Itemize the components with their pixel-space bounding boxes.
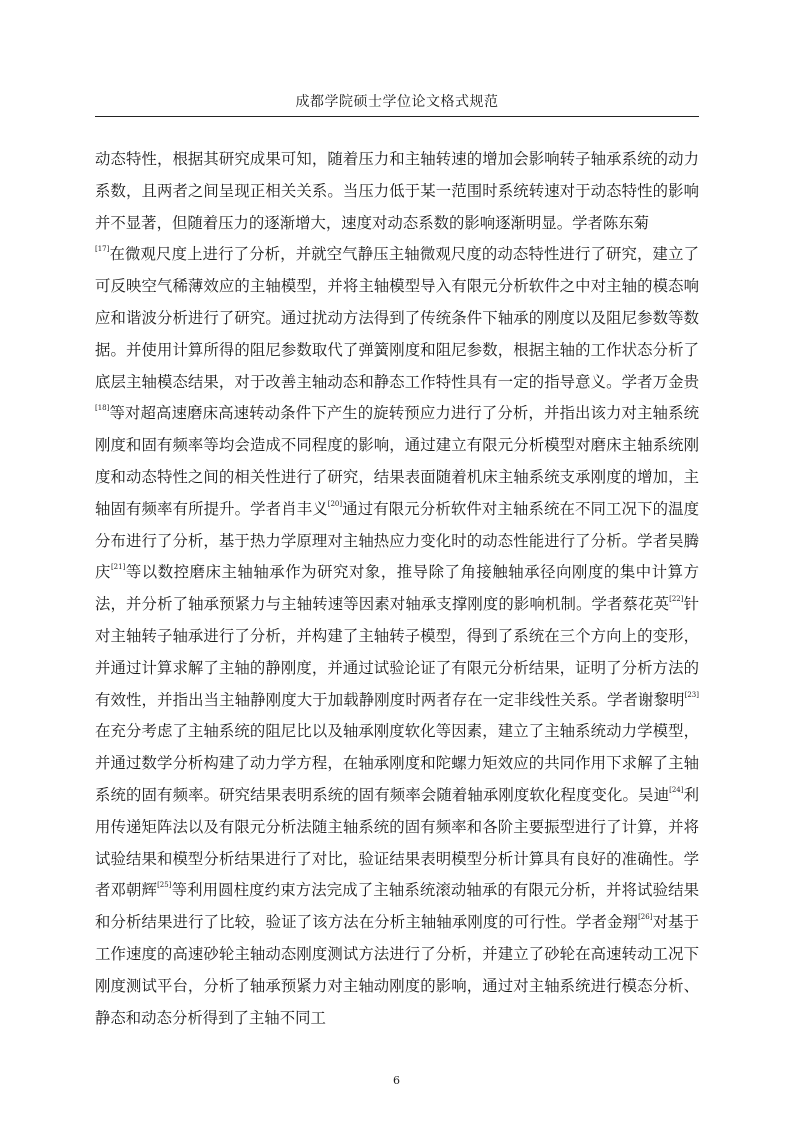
text-segment: 在微观尺度上进行了分析，并就空气静压主轴微观尺度的动态特性进行了研究，建立了可反映空气稀薄效应的主轴模型，并将主轴模型导入有限元分析软件之中对主轴的模态响应和谐波分析进行了研究。通过扰动方法得到了传统条件下轴承的刚度以及阻尼参数等数据。并使用计算所得的阻尼参数取代了弹簧刚度和阻尼参数，根据主轴的工作状态分析了底层主轴模态结果，对于改善主轴动态和静态工作特性具有一定的指导意义。学者万金贵 <box>95 245 699 391</box>
text-segment: 针对主轴转子轴承进行了分析，并构建了主轴转子模型，得到了系统在三个方向上的变形，并通过计算求解了主轴的静刚度，并通过试验论证了有限元分析结果，证明了分析方法的有效性，并指出当主轴静刚度大于加载静刚度时两者存在一定非线性关系。学者谢黎明 <box>95 595 699 709</box>
citation-ref-21: [21] <box>110 563 126 572</box>
page-header-title: 成都学院硕士学位论文格式规范 <box>295 94 499 110</box>
page-number: 6 <box>393 1074 400 1087</box>
citation-ref-17: [17] <box>95 245 110 254</box>
text-segment: 动态特性，根据其研究成果可知，随着压力和主轴转速的增加会影响转子轴承系统的动力系数，且两者之间呈现正相关关系。当压力低于某一范围时系统转速对于动态特性的影响并不显著，但随着压力的逐渐增大，速度对动态系数的影响逐渐明显。学者陈东菊 <box>95 150 699 232</box>
citation-ref-26: [26] <box>638 913 653 922</box>
text-segment: 利用传递矩阵法以及有限元分析法随主轴系统的固有频率和各阶主要振型进行了计算，并将试验结果和模型分析结果进行了对比，验证结果表明模型分析计算具有良好的准确性。学者邓朝辉 <box>95 785 699 900</box>
text-segment: 等对超高速磨床高速转动条件下产生的旋转预应力进行了分析，并指出该力对主轴系统刚度和固有频率等均会造成不同程度的影响，通过建立有限元分析模型对磨床主轴系统刚度和动态特性之间的相关性进行了研究，结果表面随着机床主轴系统支承刚度的增加，主轴固有频率有所提升。学者肖丰义 <box>95 404 699 518</box>
citation-ref-23: [23] <box>684 690 699 699</box>
text-segment: 等利用圆柱度约束方法完成了主轴系统滚动轴承的有限元分析，并将试验结果和分析结果进行了比较，验证了该方法在分析主轴轴承刚度的可行性。学者金翔 <box>95 881 699 932</box>
text-segment: 等以数控磨床主轴轴承作为研究对象，推导除了角接触轴承径向刚度的集中计算方法，并分析了轴承预紧力与主轴转速等因素对轴承支撑刚度的影响机制。学者蔡花英 <box>95 563 699 614</box>
citation-ref-24: [24] <box>669 785 684 794</box>
text-segment: 通过有限元分析软件对主轴系统在不同工况下的温度分布进行了分析，基于热力学原理对主轴热应力变化时的动态性能进行了分析。学者吴腾庆 <box>95 499 699 582</box>
body-paragraph <box>95 144 699 1034</box>
citation-ref-25: [25] <box>157 881 172 890</box>
text-segment: 在充分考虑了主轴系统的阻尼比以及轴承刚度软化等因素，建立了主轴系统动力学模型，并通过数学分析构建了动力学方程，在轴承刚度和陀螺力矩效应的共同作用下求解了主轴系统的固有频率。研究结果表明系统的固有频率会随着轴承刚度软化程度变化。吴迪 <box>95 722 699 804</box>
citation-ref-20: [20] <box>327 499 343 508</box>
citation-ref-18: [18] <box>95 404 110 413</box>
text-segment: 对基于工作速度的高速砂轮主轴动态刚度测试方法进行了分析，并建立了砂轮在高速转动工况下刚度测试平台，分析了轴承预紧力对主轴动刚度的影响，通过对主轴系统进行模态分析、静态和动态分析得到了主轴不同工 <box>95 913 699 1027</box>
header-divider <box>95 116 699 117</box>
citation-ref-22: [22] <box>669 595 684 604</box>
